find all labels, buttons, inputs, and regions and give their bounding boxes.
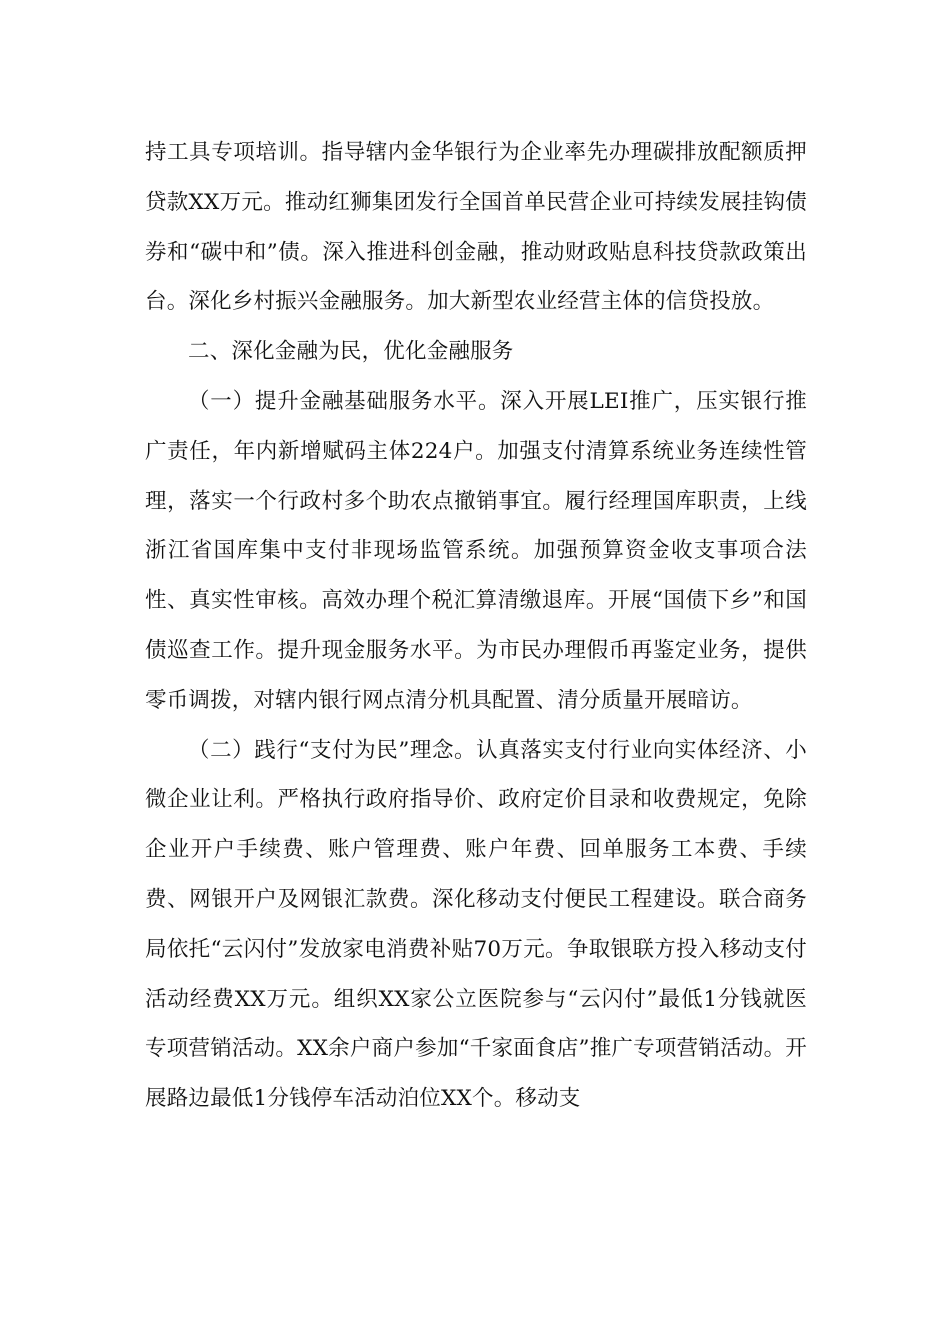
paragraph-basic-financial-services: （一）提升金融基础服务水平。深入开展LEI推广，压实银行推广责任，年内新增赋码主体224户。加强支付清算系统业务连续性管理，落实一个行政村多个助农点撤销事宜。履行经理国库职责，上线浙江省国库集中支付非现场监管系统。加强预算资金收支事项合法性、真实性审核。高效办理个税汇算清缴退库。开展“国债下乡”和国债巡查工作。提升现金服务水平。为市民办理假币再鉴定业务，提供零币调拨，对辖内银行网点清分机具配置、清分质量开展暗访。 xyxy=(145,388,807,713)
paragraph-green-finance-continuation: 持工具专项培训。指导辖内金华银行为企业率先办理碳排放配额质押贷款XX万元。推动红狮集团发行全国首单民营企业可持续发展挂钩债券和“碳中和”债。深入推进科创金融，推动财政贴息科技贷款政策出台。深化乡村振兴金融服务。加大新型农业经营主体的信贷投放。 xyxy=(145,140,807,315)
document-body xyxy=(145,128,807,1124)
section-heading-financial-services: 二、深化金融为民，优化金融服务 xyxy=(188,339,514,365)
paragraph-payment-for-people: （二）践行“支付为民”理念。认真落实支付行业向实体经济、小微企业让利。严格执行政府指导价、政府定价目录和收费规定，免除企业开户手续费、账户管理费、账户年费、回单服务工本费、手续费、网银开户及网银汇款费。深化移动支付便民工程建设。联合商务局依托“云闪付”发放家电消费补贴70万元。争取银联方投入移动支付活动经费XX万元。组织XX家公立医院参与“云闪付”最低1分钱就医专项营销活动。XX余户商户参加“千家面食店”推广专项营销活动。开展路边最低1分钱停车活动泊位XX个。移动支 xyxy=(145,737,807,1112)
